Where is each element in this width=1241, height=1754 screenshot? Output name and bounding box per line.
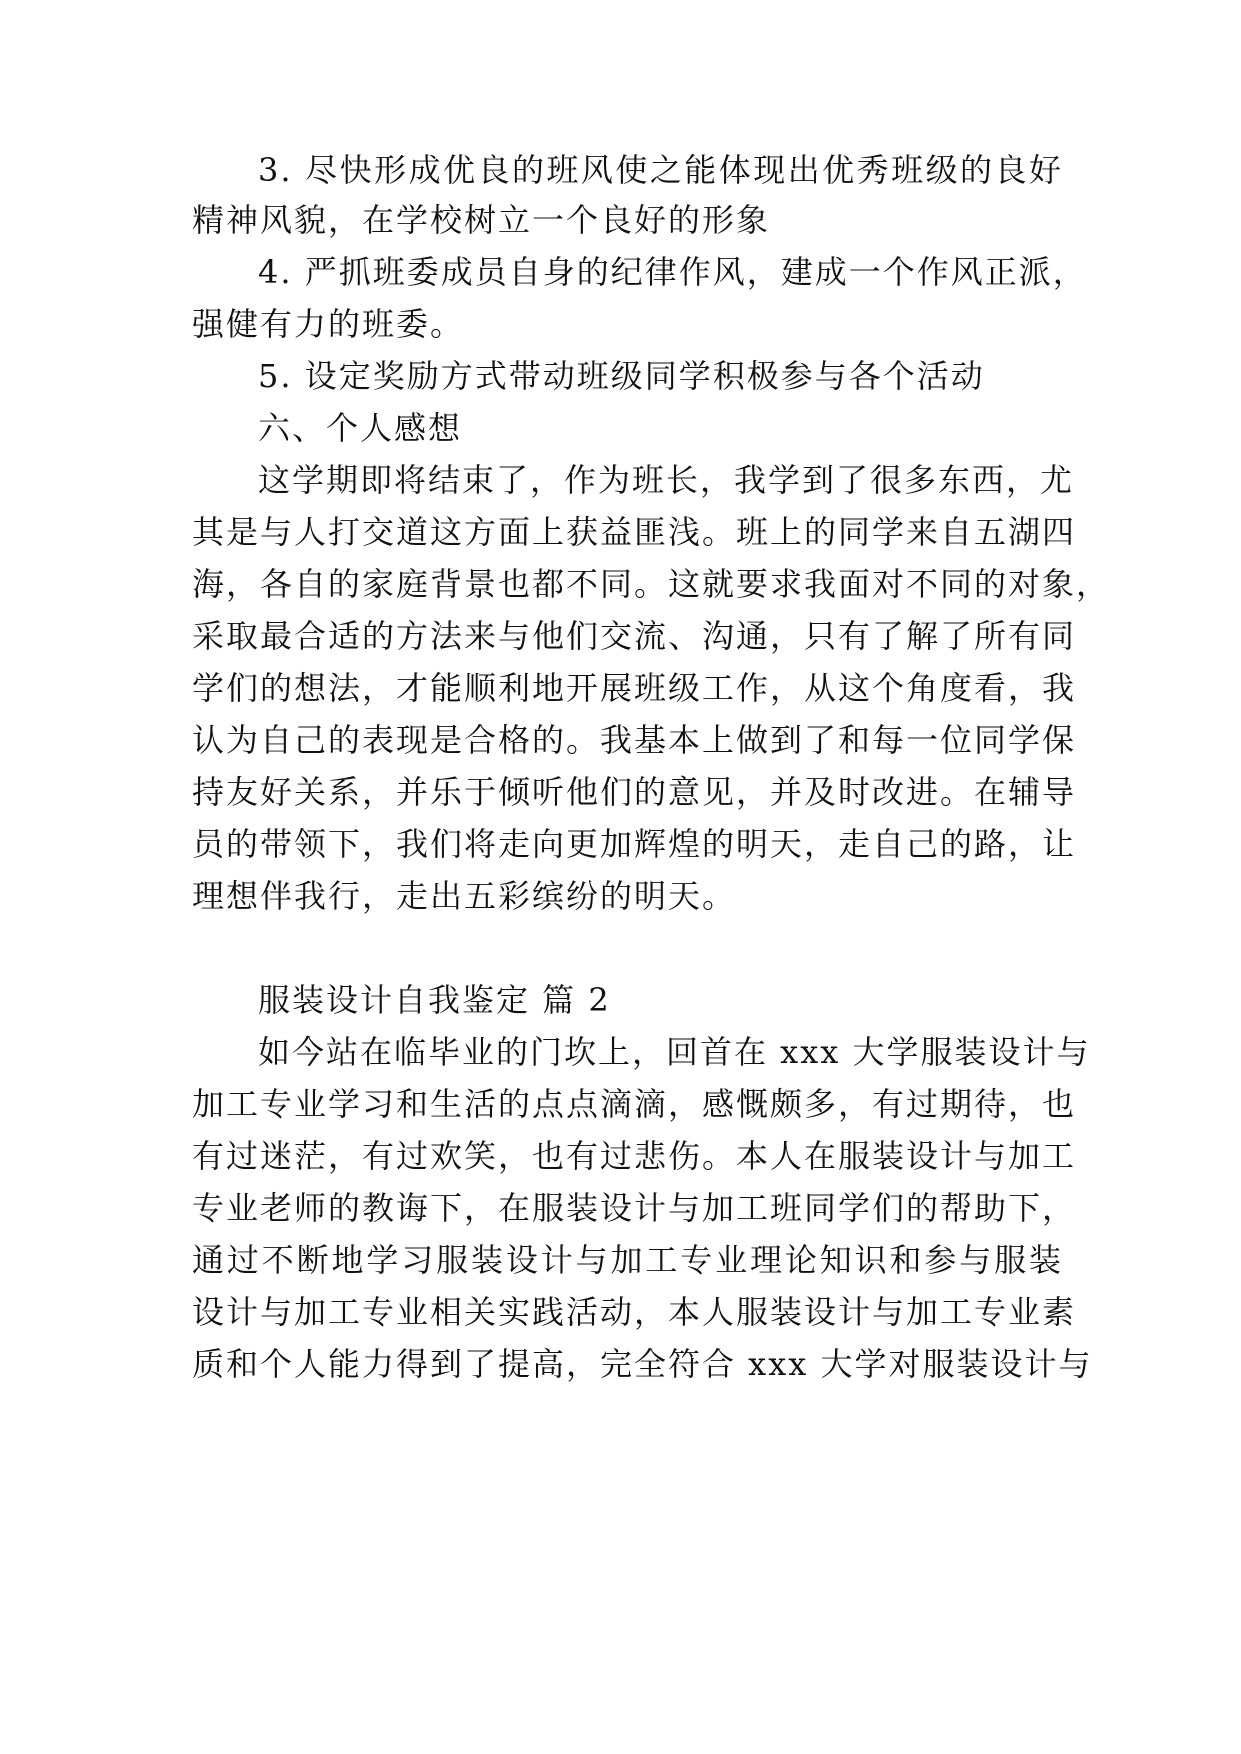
- text-line: 认为自己的表现是合格的。我基本上做到了和每一位同学保: [192, 721, 1077, 759]
- text-line: 通过不断地学习服装设计与加工专业理论知识和参与服装: [192, 1241, 1063, 1279]
- text-line: 3. 尽快形成优良的班风使之能体现出优秀班级的良好: [258, 151, 1063, 189]
- text-line: 专业老师的教诲下，在服装设计与加工班同学们的帮助下，: [192, 1189, 1077, 1227]
- text-line: 5. 设定奖励方式带动班级同学积极参与各个活动: [258, 357, 985, 395]
- text-line: 持友好关系，并乐于倾听他们的意见，并及时改进。在辅导: [192, 773, 1077, 811]
- section-title: 服装设计自我鉴定 篇 2: [258, 981, 611, 1019]
- text-line: 学们的想法，才能顺利地开展班级工作，从这个角度看，我: [192, 669, 1077, 707]
- text-line: 加工专业学习和生活的点点滴滴，感慨颇多，有过期待，也: [192, 1085, 1077, 1123]
- text-line: 理想伴我行，走出五彩缤纷的明天。: [192, 877, 737, 915]
- text-line: 员的带领下，我们将走向更加辉煌的明天，走自己的路，让: [192, 825, 1077, 863]
- text-line: 有过迷茫，有过欢笑，也有过悲伤。本人在服装设计与加工: [192, 1137, 1077, 1175]
- section-heading: 六、个人感想: [258, 409, 463, 447]
- text-line: 采取最合适的方法来与他们交流、沟通，只有了解了所有同: [192, 617, 1077, 655]
- text-line: 强健有力的班委。: [192, 305, 465, 343]
- text-line: 如今站在临毕业的门坎上，回首在 xxx 大学服装设计与: [258, 1033, 1091, 1071]
- text-line: 海，各自的家庭背景也都不同。这就要求我面对不同的对象，: [192, 565, 1111, 603]
- text-line: 其是与人打交道这方面上获益匪浅。班上的同学来自五湖四: [192, 513, 1077, 551]
- text-line: 这学期即将结束了，作为班长，我学到了很多东西，尤: [258, 461, 1075, 499]
- text-line: 精神风貌，在学校树立一个良好的形象: [192, 201, 771, 239]
- text-line: 4. 严抓班委成员自身的纪律作风，建成一个作风正派，: [258, 253, 1087, 291]
- text-line: 设计与加工专业相关实践活动，本人服装设计与加工专业素: [192, 1293, 1077, 1331]
- text-line: 质和个人能力得到了提高，完全符合 xxx 大学对服装设计与: [192, 1345, 1093, 1383]
